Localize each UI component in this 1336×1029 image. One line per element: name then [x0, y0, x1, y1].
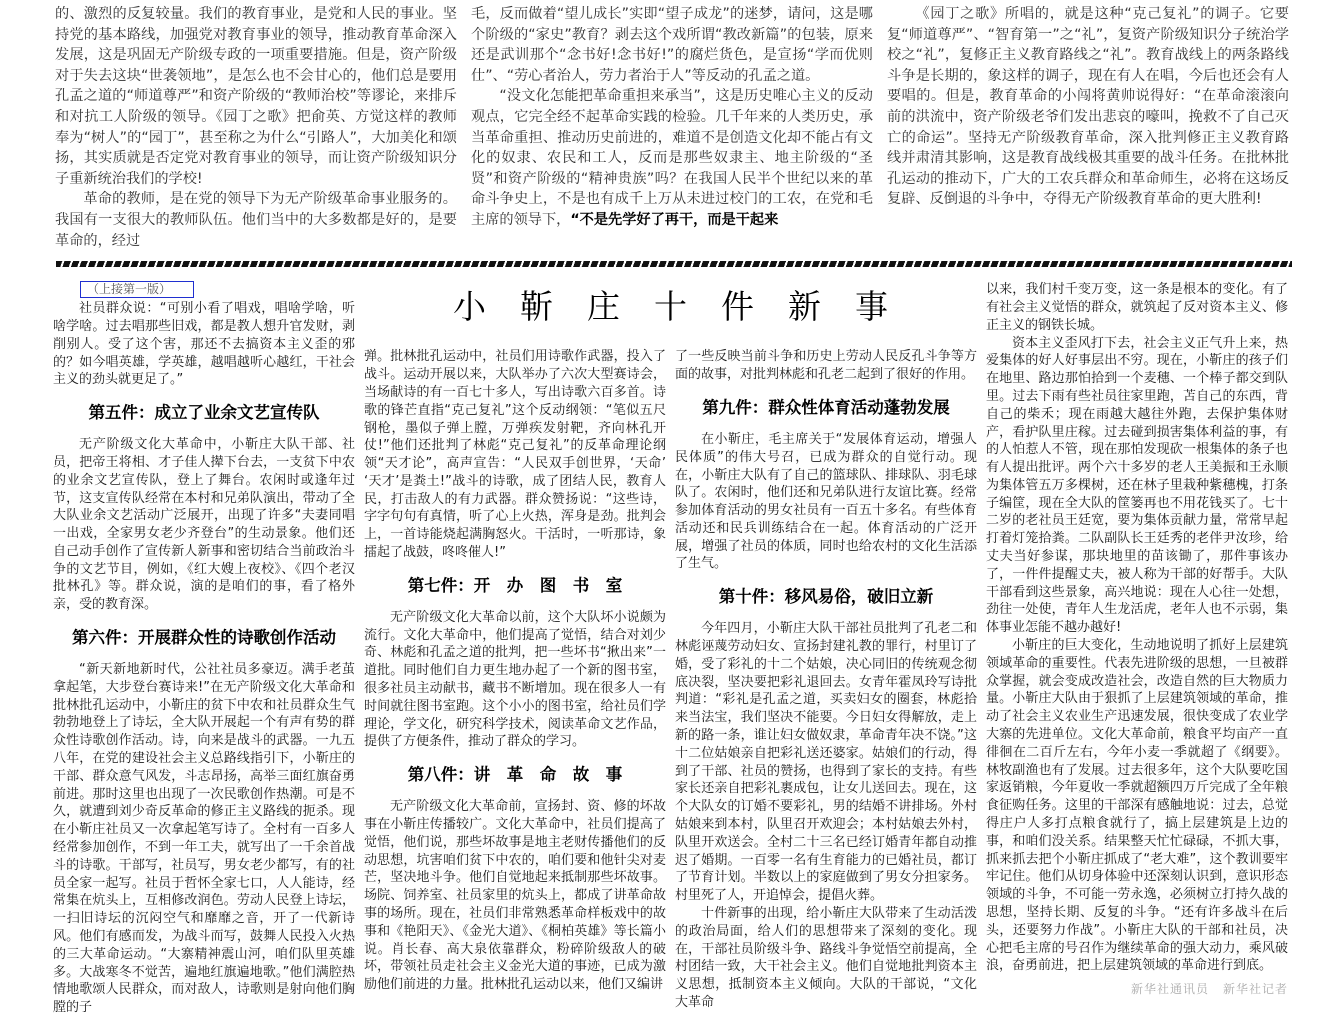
paragraph: 在小靳庄，毛主席关于“发展体育运动，增强人民体质”的伟大号召，已成为群众的自觉行动。现在，小靳庄大队有了自己的篮球队、排球队、羽毛球队了。农闲时，他们还和兄弟队进行友谊比赛。经常参加体育活动的男女社员有一百五十多名。有些体育活动还和民兵训练结合在一起。体育活动的广泛开展，增强了社员的体质，同时也给农村的文化生活添了生气。 — [675, 431, 977, 572]
paragraph: 毛，反而做着“望儿成长”实即“望子成龙”的迷梦，请问，这是哪个阶级的“家史”教育？剥去这个戏所谓“教改新篇”的包装，原来还是武训那个“念书好!念书好!”的腐烂货色，是宣扬“学而优则仕”、“劳心者治人，劳力者治于人”等反动的孔孟之道。 — [471, 6, 873, 84]
top-column-1 — [55, 4, 457, 251]
top-column-2 — [471, 4, 873, 231]
article-column-3 — [675, 348, 977, 1012]
paragraph: 资本主义歪风打下去，社会主义正气升上来，热爱集体的好人好事层出不穷。现在，小靳庄的孩子们在地里、路边那怕拾到一个麦穗、一个棒子都交到队里。过去下雨有些社员往家里跑，苫自己的东西，背自己的柴禾；现在雨越大越往外跑，去保护集体财产，看护队里庄稼。过去碰到损害集体利益的事，有的人怕惹人不管，现在那怕发现砍一根集体的条子也有人提出批评。两个六十多岁的老人王美振和王永顺为集体管五万多棵树，还在林子里栽种紫穗槐，打条子编筐，现在全大队的筐篓再也不用花钱买了。七十二岁的老社员王廷宽，要为集体贡献力量，常常早起打着灯笼拾粪。二队副队长王廷秀的老伴尹汝珍，给丈夫当好参谋，那块地里的苗该锄了，那件事该办了，一件件提醒丈夫，被人称为干部的好帮手。大队干部看到这些景象，高兴地说：现在人心往一处想，劲往一处使，青年人生龙活虎，老年人也不示弱，集体事业怎能不越办越好! — [986, 335, 1288, 636]
section-heading-10: 第十件：移风易俗，破旧立新 — [718, 587, 934, 607]
paragraph: 小靳庄的巨大变化，生动地说明了抓好上层建筑领域革命的重要性。代表先进阶级的思想，一旦被群众掌握，就会变成改造社会，改造自然的巨大物质力量。小靳庄大队由于狠抓了上层建筑领域的革命，推动了社会主义农业生产迅速发展，很快变成了农业学大寨的先进单位。文化大革命前，粮食平均亩产一直徘徊在二百斤左右，今年小麦一季就超了《纲要》。林牧副渔也有了发展。过去很多年，这个大队要吃国家返销粮，今年夏收一季就超额四万斤完成了全年粮食征购任务。这里的干部深有感触地说：过去，总觉得庄户人多打点粮食就行了，搞上层建筑是上边的事，和咱们没关系。结果整天忙忙碌碌，不抓大事，抓来抓去把个小靳庄抓成了“老大难”，这个教训要牢牢记住。他们从切身体验中还深刻认识到，意识形态领域的斗争，不可能一劳永逸，必须树立打持久战的思想，坚持长期、反复的斗争。“还有许多战斗在后头，还要努力作战”。小靳庄大队的干部和社员，决心把毛主席的号召作为继续革命的强大动力，乘风破浪，奋勇前进，把上层建筑领域的革命进行到底。 — [986, 638, 1288, 974]
paragraph: 了一些反映当前斗争和历史上劳动人民反孔斗争等方面的故事，对批判林彪和孔老二起到了很好的作用。 — [675, 349, 977, 383]
paragraph: 今年四月，小靳庄大队干部社员批判了孔老二和林彪诬蔑劳动妇女、宣扬封建礼教的罪行，村里订了婚，受了彩礼的十二个姑娘，决心同旧的传统观念彻底决裂，坚决要把彩礼退回去。女青年霍凤玲写诗批判道：“彩礼是孔孟之道，买卖妇女的圈套，林彪拾来当法宝，我们坚决不能要。今日妇女得解放，走上新的路一条，谁让妇女做奴隶，革命青年决不饶。”这十二位姑娘亲自把彩礼送还婆家。姑娘们的行动，得到了干部、社员的赞扬，也得到了家长的支持。有些家长还亲自把彩礼裹成包，让女儿送回去。现在，这个大队女的订婚不要彩礼，男的结婚不讲排场。外村姑娘来到本村，队里召开欢迎会；本村姑娘去外村，队里开欢送会。全村二十三名已经订婚青年都自动推迟了婚期。一百零一名有生育能力的已婚社员，都订了节育计划。半数以上的家庭做到了男女分担家务。村里死了人，开追悼会，提倡火葬。 — [675, 621, 977, 904]
paragraph: 十件新事的出现，给小靳庄大队带来了生动活泼的政治局面，给人们的思想带来了深刻的变化。现在，干部社员阶级斗争、路线斗争觉悟空前提高，全村团结一致，大干社会主义。他们自觉地批判资本主义思想，抵制资本主义倾向。大队的干部说，“文化大革命 — [675, 906, 977, 1011]
paragraph: 的、激烈的反复较量。我们的教育事业，是党和人民的事业。坚持党的基本路线，加强党对教育事业的领导，推动教育革命深入发展，这是巩固无产阶级专政的一项重要措施。但是，资产阶级对于失去这块“世袭领地”，是怎么也不会甘心的，他们总是要用孔孟之道的“师道尊严”和资产阶级的“教师治校”等谬论，来排斥和对抗工人阶级的领导。《园丁之歌》把俞英、方觉这样的教师奉为“树人”的“园丁”，甚至称之为什么“引路人”，大加美化和颂扬，其实质就是否定党对教育事业的领导，而让资产阶级知识分子重新统治我们的学校! — [55, 6, 457, 187]
paragraph: 革命的教师，是在党的领导下为无产阶级革命事业服务的。我国有一支很大的教师队伍。他们当中的大多数都是好的，是要革命的，经过 — [55, 191, 457, 249]
paragraph: 《园丁之歌》所唱的，就是这种“克己复礼”的调子。它要复“师道尊严”、“智育第一”之“礼”，复资产阶级知识分子统治学校之“礼”，复修正主义教育路线之“礼”。教育战线上的两条路线斗争是长期的，象这样的调子，现在有人在唱，今后也还会有人要唱的。但是，教育革命的小闯将黄帅说得好：“在革命滚滚向前的洪流中，资产阶级老爷们发出悲哀的嚎叫，挽救不了自己灭亡的命运”。坚持无产阶级教育革命，深入批判修正主义教育路线并肃清其影响，这是教育战线极其重要的战斗任务。在批林批孔运动的推动下，广大的工农兵群众和革命师生，必将在这场反复辟、反倒退的斗争中，夺得无产阶级教育革命的更大胜利! — [887, 6, 1289, 208]
paragraph: 无产阶级文化大革命中，小靳庄大队干部、社员，把帝王将相、才子佳人撵下台去，一支贫下中农的业余文艺宣传队，登上了舞台。农闲时或逢年过节，这支宣传队经常在本村和兄弟队演出，带动了全大队业余文艺活动广泛展开，出现了许多“夫妻同唱一出戏，全家男女老少齐登台”的生动景象。他们还自己动手创作了宣传新人新事和密切结合当前政治斗争的文艺节目，例如，《红大嫂上夜校》、《四个老汉批林孔》等。群众说，演的是咱们的事，看了格外亲，受的教育深。 — [53, 437, 355, 613]
paragraph: “新天新地新时代，公社社员多豪迈。满手老茧拿起笔，大步登台赛诗来!”在无产阶级文化大革命和批林批孔运动中，小靳庄的贫下中农和社员群众生气勃勃地登上了诗坛，全大队开展起一个有声有势的群众性诗歌创作活动。诗，向来是战斗的武器。一九五八年，在党的建设社会主义总路线指引下，小靳庄的干部、群众意气风发，斗志昂扬，高举三面红旗奋勇前进。那时这里也出现了一次民歌创作热潮。可是不久，就遭到刘少奇反革命的修正主义路线的扼杀。现在小靳庄社员又一次拿起笔写诗了。全村有一百多人经常参加创作，不到一年工夫，就写出了一千余首战斗的诗歌。干部写，社员写，男女老少都写，有的社员全家一起写。社员于哲怀全家七口，人人能诗，经常集在炕头上，互相修改润色。劳动人民登上诗坛，一扫旧诗坛的沉闷空气和靡靡之音，开了一代新诗风。他们有感而发，为战斗而写，鼓舞人民投入火热的三大革命运动。“大寨精神震山河，咱们队里英雄多。大战寒冬不觉苦，遍地红旗遍地歌。”他们满腔热情地歌颂人民群众，而对敌人，诗歌则是射向他们胸膛的子 — [53, 662, 355, 1016]
paragraph: 无产阶级文化大革命前，宣扬封、资、修的坏故事在小靳庄传播较广。文化大革命中，社员们提高了觉悟，他们说，那些坏故事是地主老财传播他们的反动思想，坑害咱们贫下中农的，咱们要和他针尖对麦芒，坚决地斗争。他们自觉地起来抵制那些坏故事。场院、饲养室、社员家里的炕头上，都成了讲革命故事的场所。现在，社员们非常熟悉革命样板戏中的故事和《艳阳天》、《金光大道》、《桐柏英雄》等长篇小说。肖长春、高大泉依靠群众，粉碎阶级敌人的破坏，带领社员走社会主义金光大道的事迹，已成为激励他们前进的力量。批林批孔运动以来，他们又编讲 — [364, 799, 666, 993]
article-column-2 — [364, 348, 666, 994]
section-heading-5: 第五件：成立了业余文艺宣传队 — [88, 403, 320, 423]
continued-from-box: （上接第一版） — [80, 281, 194, 298]
byline-correspondent: 新华社通讯员 — [1130, 982, 1209, 997]
article-title: 小靳庄十件新事 — [453, 287, 922, 327]
paragraph: 以来，我们村千变万变，这一条是根本的变化。有了有社会主义觉悟的群众，就筑起了反对资本主义、修正主义的钢铁长城。 — [986, 282, 1288, 333]
article-column-1 — [53, 281, 355, 1017]
byline — [986, 981, 1288, 997]
paragraph: 无产阶级文化大革命以前，这个大队坏小说颇为流行。文化大革命中，他们提高了觉悟，结合对刘少奇、林彪和孔孟之道的批判，把一些坏书“揪出来”一道批。同时他们自力更生地办起了一个新的图书室，很多社员主动献书，藏书不断增加。现在很多人一有时间就往图书室跑。这个小小的图书室，给社员们学理论，学文化，研究科学技术，阅读革命文艺作品，提供了方便条件，推动了群众的学习。 — [364, 609, 666, 750]
bold-quote: “不是先学好了再干，而是干起来 — [570, 211, 779, 228]
paragraph: 弹。批林批孔运动中，社员们用诗歌作武器，投入了战斗。运动开展以来，大队举办了六次大型赛诗会，当场献诗的有一百七十多人，写出诗歌六百多首。诗歌的锋芒直指“克己复礼”这个反动纲领：“笔似五尺钢枪，墨似子弹上膛，万弹疾发射靶，齐向林孔开仗!”他们还批判了林彪“克己复礼”的反革命理论纲领“天才论”，高声宣告：“人民双手创世界，‘天命’ ‘天才’是粪土!”战斗的诗歌，成了团结人民，教育人民，打击敌人的有力武器。群众赞扬说：“这些诗，字字句句有真情，听了心上火热，浑身是劲。批判会上，一首诗能烧起满胸怒火。干活时，一听那诗，象擂起了战鼓，咚咚催人!” — [364, 349, 666, 561]
section-heading-8: 第八件：讲 革 命 故 事 — [407, 765, 623, 785]
section-heading-7: 第七件：开 办 图 书 室 — [407, 575, 623, 595]
article — [0, 267, 1336, 1029]
paragraph — [471, 86, 873, 230]
top-section — [0, 0, 1336, 251]
byline-reporter: 新华社记者 — [1222, 982, 1288, 997]
top-column-3 — [887, 4, 1289, 210]
paragraph: 社员群众说：“可别小看了唱戏，唱啥学啥，听啥学啥。过去唱那些旧戏，都是教人想升官发财，剥削别人。受了这个害，那还不去搞资本主义歪的邪的？如今唱英雄，学英雄，越唱越听心越红，干社会主义的劲头就更足了。” — [53, 301, 355, 388]
section-heading-6: 第六件：开展群众性的诗歌创作活动 — [72, 628, 336, 648]
paragraph-text: “没文化怎能把革命重担来承当”，这是历史唯心主义的反动观点，它完全经不起革命实践的检验。几千年来的人类历史，承当革命重担、推动历史前进的，难道不是创造文化却不能占有文化的奴隶、农民和工人，反而是那些奴隶主、地主阶级的“圣贤”和资产阶级的“精神贵族”吗？在我国人民半个世纪以来的革命斗争史上，不是也有成千上万从未进过校门的工农，在党和毛主席的领导下， — [471, 88, 873, 228]
article-column-4 — [986, 281, 1288, 997]
section-heading-9: 第九件：群众性体育活动蓬勃发展 — [702, 397, 950, 417]
